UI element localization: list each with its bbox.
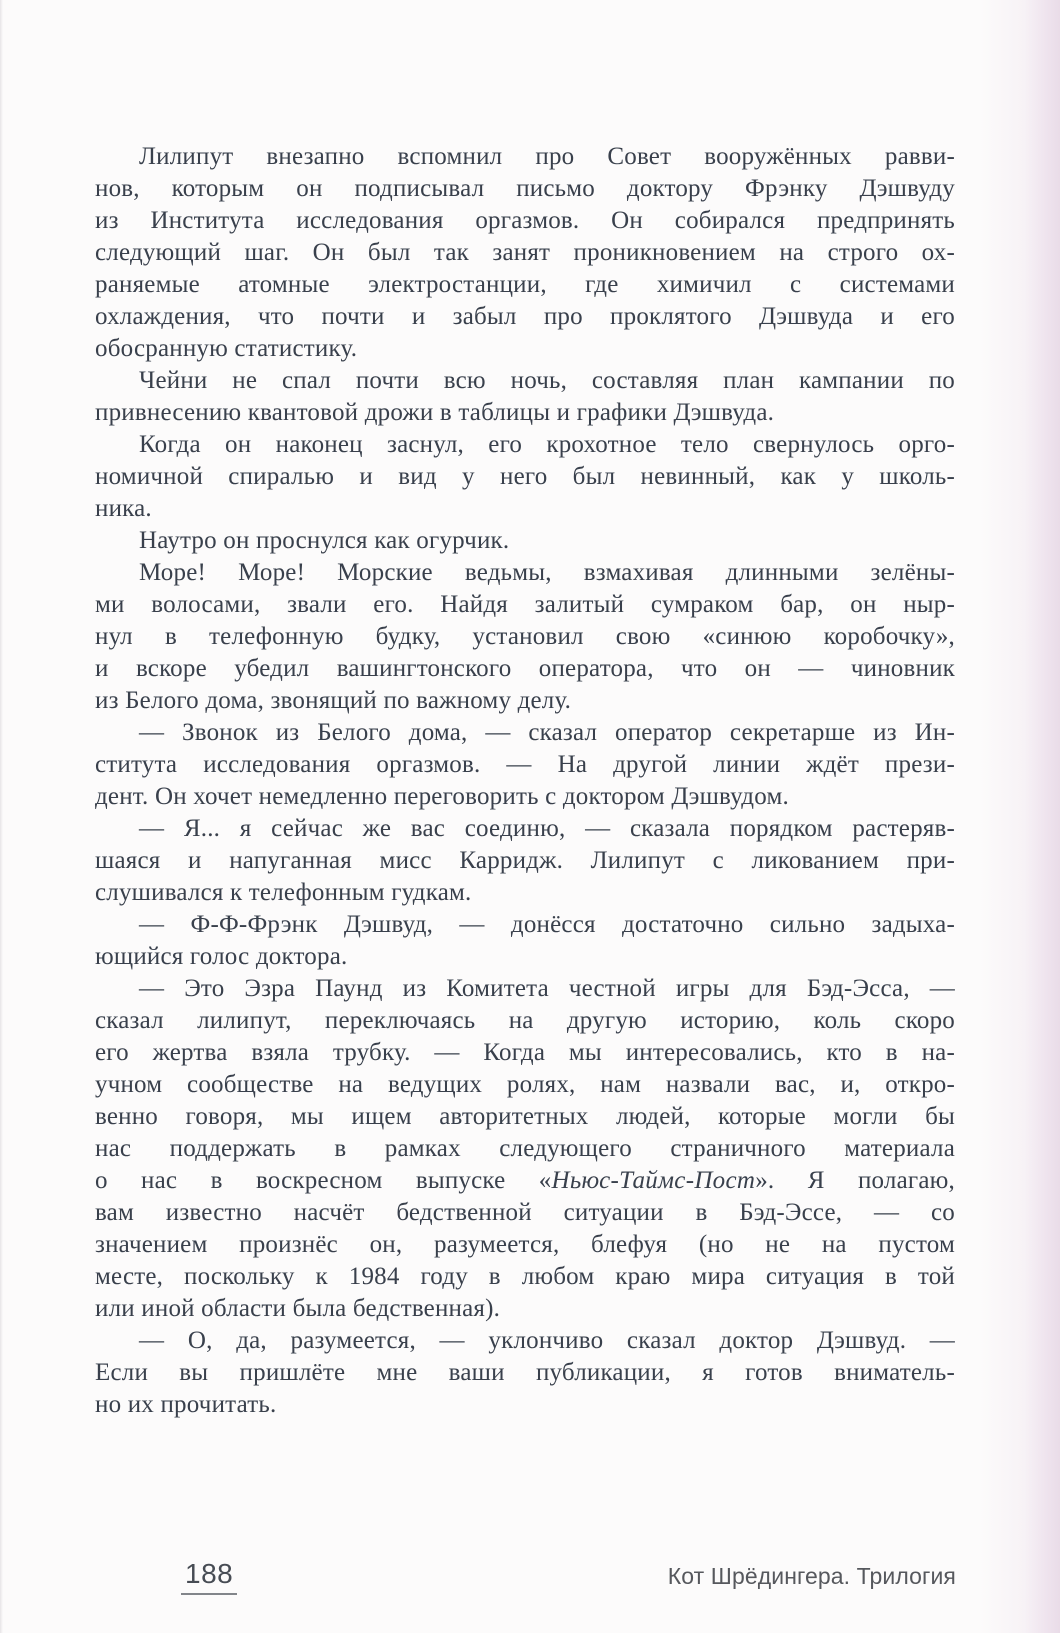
text-line: — Я... я сейчас же вас соединю, — сказала порядком растеряв-: [139, 815, 955, 842]
text-line: учном сообществе на ведущих ролях, нам назвали вас, и, откро-: [95, 1071, 955, 1098]
body-text-block: [95, 141, 955, 1421]
text-line: месте, поскольку к 1984 году в любом краю мира ситуация в той: [95, 1263, 955, 1290]
text-line: сказал лилипут, переключаясь на другую историю, коль скоро: [95, 1007, 955, 1034]
paragraph: [95, 1325, 955, 1421]
text-line: — Звонок из Белого дома, — сказал оператор секретарше из Ин-: [139, 719, 955, 746]
text-line: охлаждения, что почти и забыл про проклятого Дэшвуда и его: [95, 303, 955, 330]
italic-text: Ньюс-Таймс-Пост: [551, 1167, 756, 1194]
text-line: раняемые атомные электростанции, где химичил с системами: [95, 271, 955, 298]
paragraph: [95, 909, 955, 973]
paragraph: [95, 717, 955, 813]
text-line: следующий шаг. Он был так занят проникновением на строго ох-: [95, 239, 955, 266]
text-line: Наутро он проснулся как огурчик.: [139, 527, 510, 554]
paragraph: [95, 365, 955, 429]
text-line: номичной спиралью и вид у него был невинный, как у школь-: [95, 463, 955, 490]
paragraph: [95, 813, 955, 909]
text-line: из Института исследования оргазмов. Он собирался предпринять: [95, 207, 955, 234]
text-line: — О, да, разумеется, — уклончиво сказал доктор Дэшвуд. —: [139, 1327, 955, 1354]
paragraph: [95, 429, 955, 525]
page-edge-shade: [980, 0, 1060, 1633]
text-line: из Белого дома, звонящий по важному делу.: [95, 687, 572, 714]
paragraph: [95, 525, 955, 557]
text-line: Лилипут внезапно вспомнил про Совет вооружённых равви-: [139, 143, 955, 170]
text-line: Если вы пришлёте мне ваши публикации, я готов вниматель-: [95, 1359, 955, 1386]
text-line: шаяся и напуганная мисс Карридж. Лилипут с ликованием при-: [95, 847, 955, 874]
running-title: Кот Шрёдингера. Трилогия: [667, 1563, 956, 1589]
text-line: [95, 1165, 955, 1197]
text-line: ющийся голос доктора.: [95, 943, 348, 970]
text-line: нул в телефонную будку, установил свою «синюю коробочку»,: [95, 623, 955, 650]
text-line: ника.: [95, 495, 152, 522]
text-segment: о нас в воскресном выпуске «: [95, 1167, 552, 1194]
page-number: 188: [181, 1558, 237, 1595]
text-line: Когда он наконец заснул, его крохотное тело свернулось орго-: [139, 431, 955, 458]
text-line: нас поддержать в рамках следующего страничного материала: [95, 1135, 955, 1162]
text-line: нов, которым он подписывал письмо доктору Фрэнку Дэшвуду: [95, 175, 955, 202]
text-line: ми волосами, звали его. Найдя залитый сумраком бар, он ныр-: [95, 591, 955, 618]
text-segment: ». Я полагаю,: [755, 1167, 955, 1194]
text-line: обосранную статистику.: [95, 335, 358, 362]
text-line: привнесению квантовой дрожи в таблицы и графики Дэшвуда.: [95, 399, 775, 426]
text-line: — Ф-Ф-Фрэнк Дэшвуд, — донёсся достаточно сильно задыха-: [139, 911, 955, 938]
paragraph: [95, 557, 955, 717]
text-line: дент. Он хочет немедленно переговорить с доктором Дэшвудом.: [95, 783, 789, 810]
text-line: слушивался к телефонным гудкам.: [95, 879, 472, 906]
text-line: и вскоре убедил вашингтонского оператора, что он — чиновник: [95, 655, 955, 682]
text-line: значением произнёс он, разумеется, блефуя (но не на пустом: [95, 1231, 955, 1258]
paragraph: [95, 141, 955, 365]
text-line: Чейни не спал почти всю ночь, составляя план кампании по: [139, 367, 955, 394]
text-line: или иной области была бедственная).: [95, 1295, 501, 1322]
text-line: Море! Море! Морские ведьмы, взмахивая длинными зелёны-: [139, 559, 955, 586]
text-line: вам известно насчёт бедственной ситуации в Бэд-Эссе, — со: [95, 1199, 955, 1226]
text-line: ститута исследования оргазмов. — На другой линии ждёт прези-: [95, 751, 955, 778]
page-left-edge: [0, 0, 3, 1633]
text-line: его жертва взяла трубку. — Когда мы интересовались, кто в на-: [95, 1039, 955, 1066]
text-line: но их прочитать.: [95, 1391, 277, 1418]
text-line: — Это Эзра Паунд из Комитета честной игры для Бэд-Эсса, —: [139, 975, 955, 1002]
page-footer: [0, 1550, 1060, 1610]
text-line: венно говоря, мы ищем авторитетных людей, которые могли бы: [95, 1103, 955, 1130]
paragraph: [95, 973, 955, 1325]
